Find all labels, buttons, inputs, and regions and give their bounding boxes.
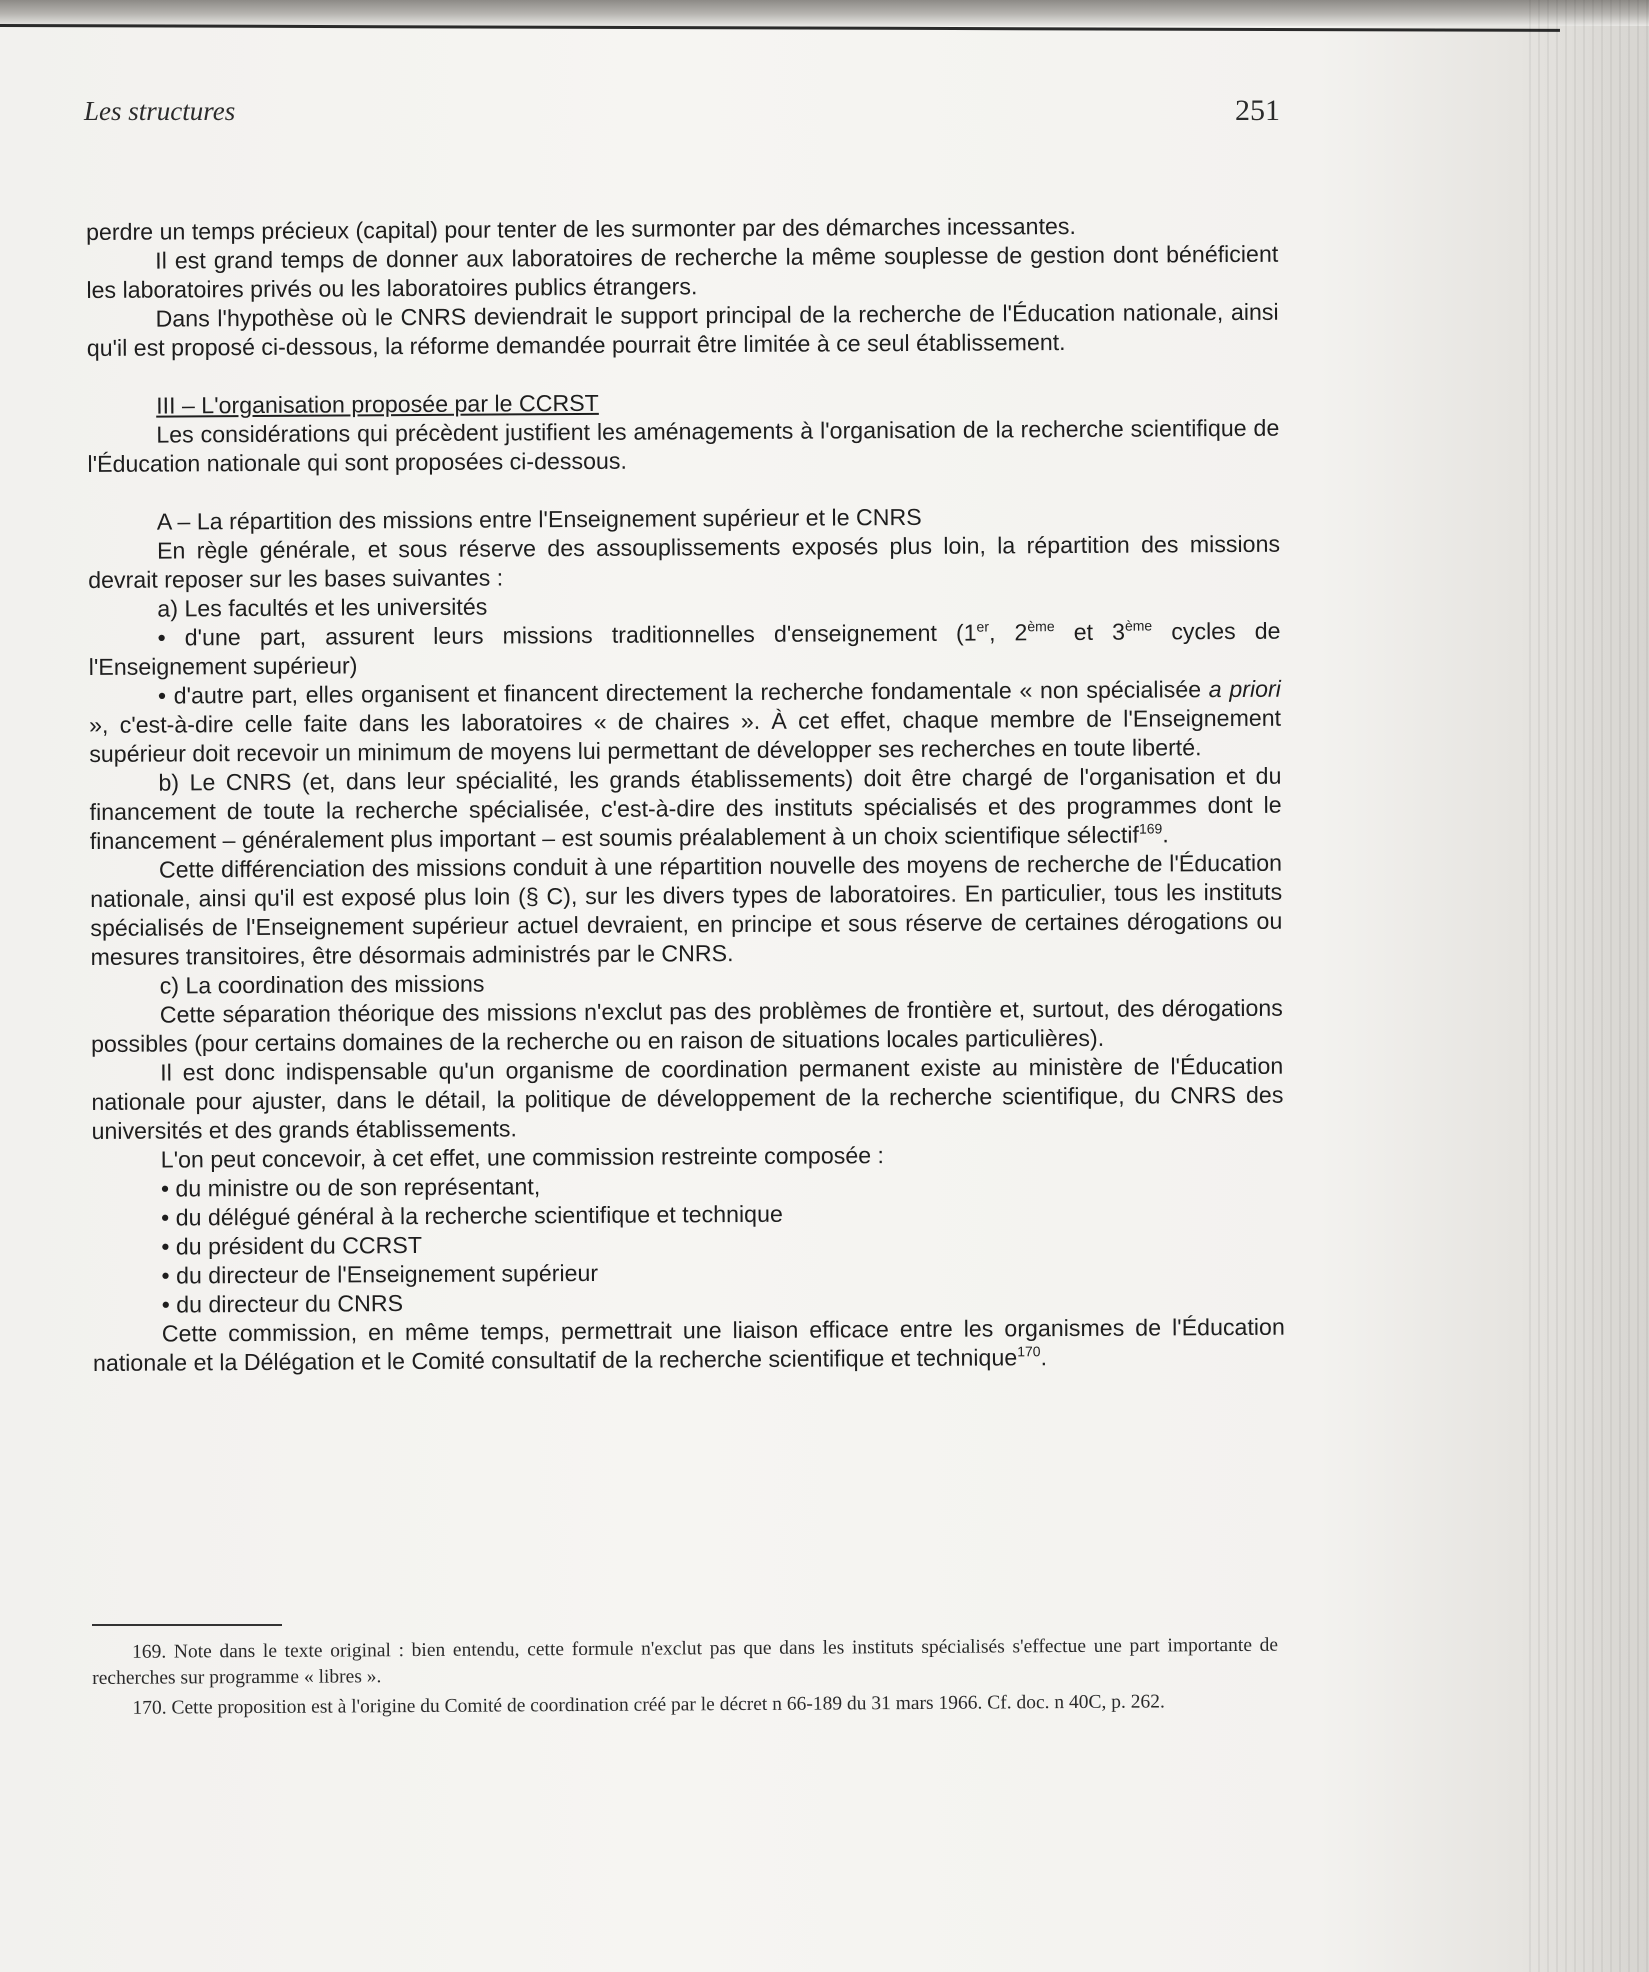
footnote-170: 170. Cette proposition est à l'origine du Comité de coordination créé par le décret n 66-189 du 31 mars 1966. Cf. doc. n 40C, p. 262. xyxy=(132,1691,1165,1719)
superscript: er xyxy=(976,618,990,635)
paragraph-10-text: . xyxy=(1040,1344,1048,1371)
item-a-bullet-1-text: • d'une part, assurent leurs missions traditionnelles d'enseignement (1 xyxy=(157,619,977,651)
paragraph-8: Il est donc indispensable qu'un organisme de coordination permanent existe au ministère de l'Éducation nationale pour ajuster, dans le détail, la politique de développement de la recherche scientifique, du CNRS des universités et des grands établissements. xyxy=(91,1052,1284,1144)
paragraph-10-text: Cette commission, en même temps, permettrait une liaison efficace entre les organismes de l'Éducation nationale et la Délégation et le Comité consultatif de la recherche scientifique et technique xyxy=(92,1313,1285,1376)
item-a-bullet-1-text: cycles de l'Enseignement supérieur) xyxy=(88,617,1281,680)
item-b xyxy=(89,762,1282,856)
page-edge-stack xyxy=(1529,0,1649,1972)
paragraph-6: Cette différenciation des missions conduit à une répartition nouvelle des moyens de recherche de l'Éducation nationale, ainsi qu'il est exposé plus loin (§ C), sur les divers types de laboratoires. En particulier, tous les instituts spécialisés de l'Enseignement supérieur actuel devraient, en principe et sous réserve de certaines dérogations ou mesures transitoires, être désormais administrés par le CNRS. xyxy=(90,849,1283,970)
item-b-text: b) Le CNRS (et, dans leur spécialité, les grands établissements) doit être chargé de l'organisation et du financement de toute la recherche spécialisée, c'est-à-dire des instituts spécialisés et des programmes dont le financement – généralement plus important – est soumis préalablement à un choix scientifique sélectif xyxy=(89,762,1282,854)
item-a-heading: a) Les facultés et les universités xyxy=(157,593,488,622)
list-item: • du président du CCRST xyxy=(161,1231,423,1260)
paragraph-3: Dans l'hypothèse où le CNRS deviendrait le support principal de la recherche de l'Éducation nationale, ainsi qu'il est proposé ci-dessous, la réforme demandée pourrait être limitée à ce seul établissement. xyxy=(86,298,1279,361)
paragraph-7: Cette séparation théorique des missions n'exclut pas des problèmes de frontière et, surtout, des dérogations possibles (pour certains domaines de la recherche ou en raison de situations locales particulières). xyxy=(90,994,1283,1057)
paragraph-1: perdre un temps précieux (capital) pour tenter de les surmonter par des démarches incessantes. xyxy=(86,212,1076,245)
item-a-bullet-2-text: • d'autre part, elles organisent et financent directement la recherche fondamentale « non spécialisée xyxy=(157,676,1209,709)
paragraph-9: L'on peut concevoir, à cet effet, une commission restreinte composée : xyxy=(160,1142,885,1173)
list-item: • du délégué général à la recherche scientifique et technique xyxy=(161,1200,783,1231)
item-a-bullet-2-text: », c'est-à-dire celle faite dans les laboratoires « de chaires ». À cet effet, chaque membre de l'Enseignement supérieur doit recevoir un minimum de moyens lui permettant de développer ses recherches en toute liberté. xyxy=(89,704,1282,767)
page-top-shadow xyxy=(0,0,1649,26)
list-item: • du directeur de l'Enseignement supérieur xyxy=(161,1259,599,1289)
paragraph-2: Il est grand temps de donner aux laboratoires de recherche la même souplesse de gestion dont bénéficient les laboratoires privés ou les laboratoires publics étrangers. xyxy=(86,240,1279,303)
page-header xyxy=(84,96,1280,136)
list-item: • du ministre ou de son représentant, xyxy=(160,1173,541,1202)
italic-phrase: a priori xyxy=(1208,675,1281,703)
running-head: Les structures xyxy=(84,96,236,126)
superscript: ème xyxy=(1027,618,1055,635)
paragraph-5: En règle générale, et sous réserve des assouplissements exposés plus loin, la répartition des missions devrait reposer sur les bases suivantes : xyxy=(88,530,1281,593)
item-c-heading: c) La coordination des missions xyxy=(159,970,485,999)
paragraph-4: Les considérations qui précèdent justifient les aménagements à l'organisation de la recherche scientifique de l'Éducation nationale qui sont proposées ci-dessous. xyxy=(87,414,1280,477)
page-number: 251 xyxy=(1235,94,1280,127)
item-b-text: . xyxy=(1162,821,1169,848)
item-a-bullet-2 xyxy=(89,675,1282,769)
subsection-heading-a: A – La répartition des missions entre l'Enseignement supérieur et le CNRS xyxy=(156,503,922,535)
superscript: ème xyxy=(1124,617,1153,634)
paragraph-10 xyxy=(93,1313,1285,1378)
footnote-169: 169. Note dans le texte original : bien entendu, cette formule n'exclut pas que dans les instituts spécialisés s'effectue une part importante de recherches sur programme « libres ». xyxy=(92,1634,1279,1689)
footnote-separator xyxy=(92,1624,282,1626)
footnote-ref-170: 170 xyxy=(1017,1343,1041,1360)
item-a-bullet-1-text: , 2 xyxy=(988,619,1028,646)
item-a-bullet-1 xyxy=(88,617,1280,682)
item-a-bullet-1-text: et 3 xyxy=(1054,618,1126,646)
section-heading-iii-text: III – L'organisation proposée par le CCRST xyxy=(156,389,599,419)
footnotes xyxy=(92,1633,1279,1726)
body-text xyxy=(86,211,1285,1378)
footnote-ref-169: 169 xyxy=(1138,820,1163,837)
list-item: • du directeur du CNRS xyxy=(161,1290,404,1318)
